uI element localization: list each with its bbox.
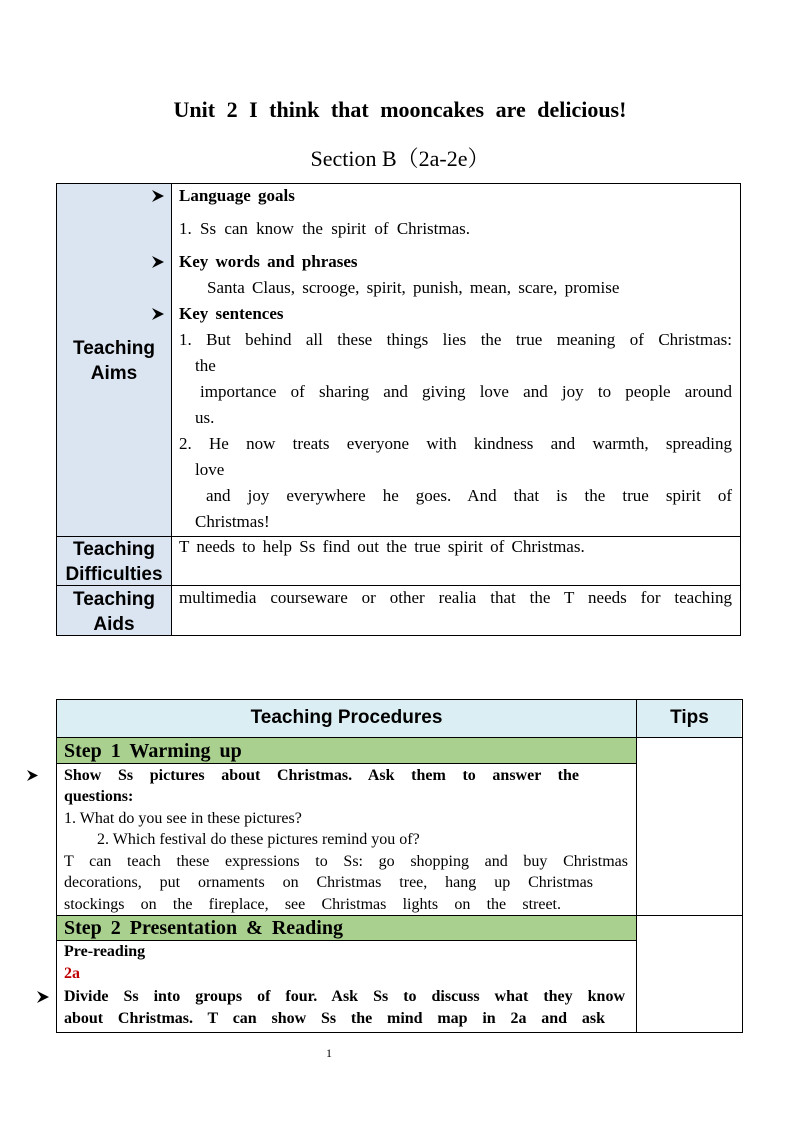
step1-question1: 1. What do you see in these pictures? — [64, 810, 302, 827]
sentence1-line3: importance of sharing and giving love and joy to people around — [200, 382, 732, 401]
language-goals-heading: Language goals — [179, 186, 295, 205]
page-subtitle: Section B（2a-2e） — [310, 146, 490, 171]
difficulties-text: T needs to help Ss find out the true spirit of Christmas. — [179, 537, 585, 556]
step2-instruction-line2: about Christmas. T can show Ss the mind map in 2a and ask — [64, 1010, 605, 1027]
arrowhead-bullet-icon — [36, 990, 50, 1004]
arrowhead-bullet-icon — [151, 255, 165, 269]
tips-header: Tips — [670, 707, 709, 728]
key-words-list: Santa Claus, scrooge, spirit, punish, mean, scare, promise — [207, 278, 620, 297]
page-title: Unit 2 I think that mooncakes are delicious! — [173, 97, 627, 122]
page-number: 1 — [326, 1046, 332, 1060]
pre-reading-heading: Pre-reading — [64, 943, 146, 960]
step1-question2: 2. Which festival do these pictures remind you of? — [97, 831, 420, 848]
aids-label: Teaching Aids — [73, 589, 155, 635]
language-goals-item: 1. Ss can know the spirit of Christmas. — [179, 219, 471, 238]
arrowhead-bullet-icon — [26, 769, 39, 782]
step1-title: Step 1 Warming up — [64, 740, 242, 762]
step1-paragraph-line1: T can teach these expressions to Ss: go shopping and buy Christmas — [64, 853, 628, 870]
sentence1-line4: us. — [195, 408, 215, 427]
step1-instruction-line2: questions: — [64, 788, 134, 805]
step1-paragraph-line2: decorations, put ornaments on Christmas tree, hang up Christmas — [64, 874, 593, 891]
step2-instruction-line1: Divide Ss into groups of four. Ask Ss to discuss what they know — [64, 988, 625, 1005]
teaching-aids-text: multimedia courseware or other realia that the T needs for teaching — [179, 588, 732, 607]
sentence2-line3: and joy everywhere he goes. And that is the true spirit of — [206, 486, 732, 505]
difficulties-label: Teaching Difficulties — [65, 539, 163, 585]
key-sentences-heading: Key sentences — [179, 304, 284, 323]
sentence2-line4: Christmas! — [195, 512, 270, 531]
arrowhead-bullet-icon — [151, 307, 165, 321]
sentence2-line2: love — [195, 460, 225, 479]
sentence2-line1: 2. He now treats everyone with kindness and warmth, spreading — [179, 434, 732, 453]
step1-instruction-line1: Show Ss pictures about Christmas. Ask them to answer the — [64, 767, 579, 784]
step2-title: Step 2 Presentation & Reading — [64, 917, 343, 939]
key-words-heading: Key words and phrases — [179, 252, 358, 271]
section-2a-label: 2a — [64, 965, 80, 982]
procedures-header: Teaching Procedures — [250, 707, 443, 728]
sentence1-line1: 1. But behind all these things lies the true meaning of Christmas: — [179, 330, 732, 349]
aims-label: Teaching Aims — [73, 338, 155, 384]
step1-paragraph-line3: stockings on the fireplace, see Christmas lights on the street. — [64, 896, 561, 913]
arrowhead-bullet-icon — [151, 189, 165, 203]
sentence1-line2: the — [195, 356, 216, 375]
